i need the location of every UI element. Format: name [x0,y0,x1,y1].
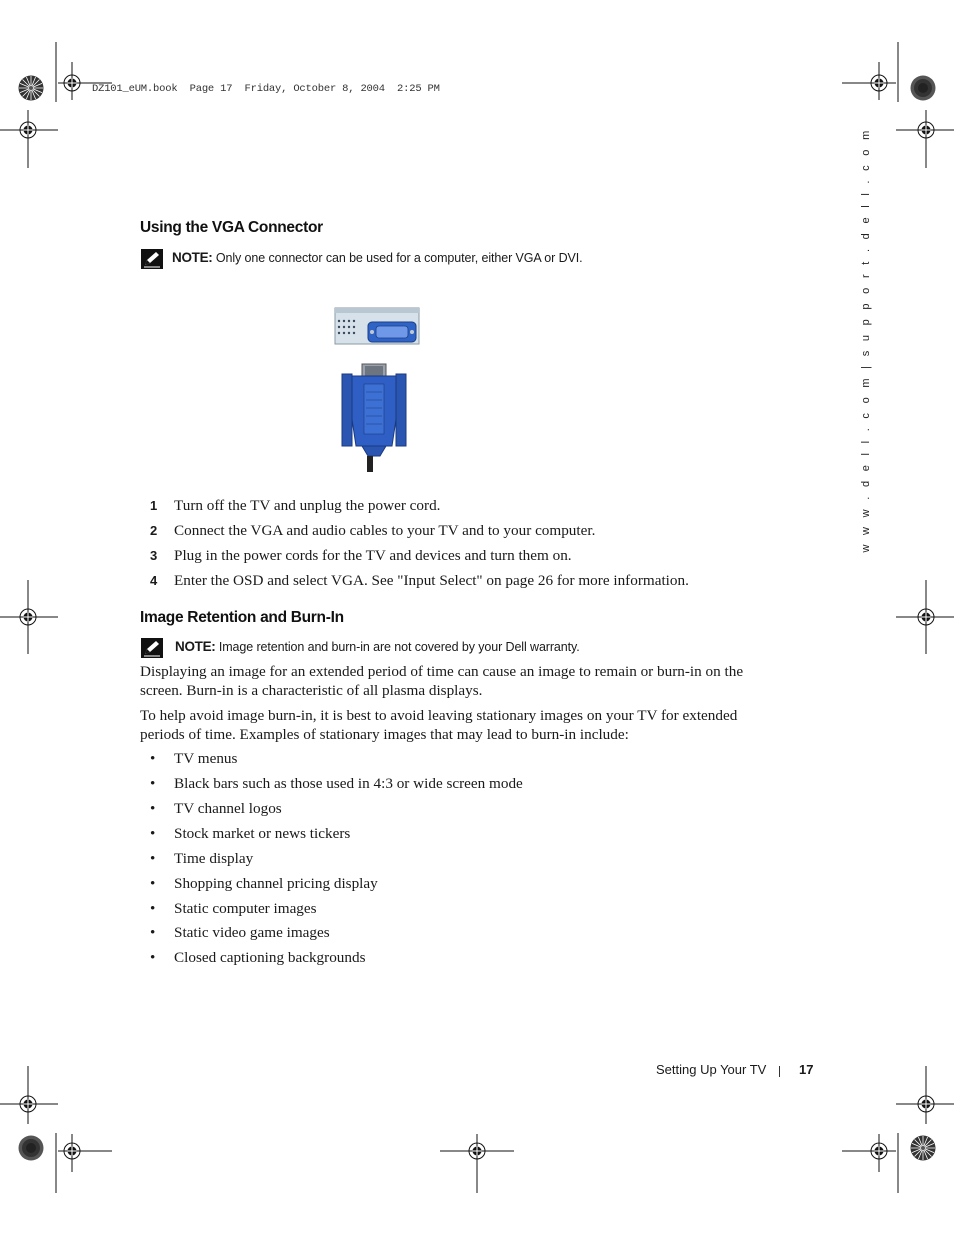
step-number: 4 [150,573,158,588]
page-number: 17 [799,1062,814,1077]
step-text: Turn off the TV and unplug the power cord. [174,497,441,514]
heading-text: Image Retention and Burn-In [140,609,344,626]
note-body: Only one connector can be used for a computer, either VGA or DVI. [212,251,583,265]
heading-text: Using the VGA Connector [140,219,323,236]
note-vga [141,249,583,274]
starburst-target-icon [19,76,44,101]
note-pencil-icon [141,249,163,269]
list-item-text: Time display [174,850,254,867]
note-text [172,250,583,265]
step-text: Plug in the power cords for the TV and devices and turn them on. [174,547,572,564]
starburst-target-icon [911,76,936,101]
starburst-target-icon [911,1136,936,1161]
list-item-text: Black bars such as those used in 4:3 or wide screen mode [174,775,523,792]
paragraph-burnin-2: To help avoid image burn-in, it is best to avoid leaving stationary images on your TV for extended periods of time. Examples of stationary images that may lead to burn-in include: [140,707,738,743]
list-item-text: Stock market or news tickers [174,825,351,842]
step-text: Connect the VGA and audio cables to your TV and to your computer. [174,522,596,539]
file-info-header: DZ101_eUM.book Page 17 Friday, October 8, 2004 2:25 PM [92,83,440,95]
section-heading-burnin [140,609,344,627]
note-label: NOTE: [172,250,213,265]
side-url-text: w w w . d e l l . c o m | s u p p o r t . d e l l . c o m [860,127,872,553]
footer-section-title: Setting Up Your TV [656,1062,767,1077]
paragraph-burnin-1: Displaying an image for an extended period of time can cause an image to remain or burn-in on the screen. Burn-in is a characteristic of all plasma displays. [140,663,744,699]
step-number: 2 [150,523,158,538]
footer-divider [779,1066,780,1077]
note-text [175,639,580,654]
note-body: Image retention and burn-in are not covered by your Dell warranty. [215,640,580,654]
vga-connector-illustration [334,306,424,474]
list-item-text: Static video game images [174,924,330,941]
note-pencil-icon [141,638,163,658]
note-label: NOTE: [175,639,216,654]
list-item-text: Static computer images [174,900,317,917]
starburst-target-icon [19,1136,44,1161]
note-burnin [141,638,580,663]
step-number: 1 [150,498,158,513]
step-text: Enter the OSD and select VGA. See "Input Select" on page 26 for more information. [174,572,689,589]
list-item-text: Shopping channel pricing display [174,875,378,892]
list-item-text: TV channel logos [174,800,282,817]
section-heading-vga [140,219,323,237]
list-item-text: TV menus [174,750,238,767]
list-item-text: Closed captioning backgrounds [174,949,366,966]
step-number: 3 [150,548,158,563]
